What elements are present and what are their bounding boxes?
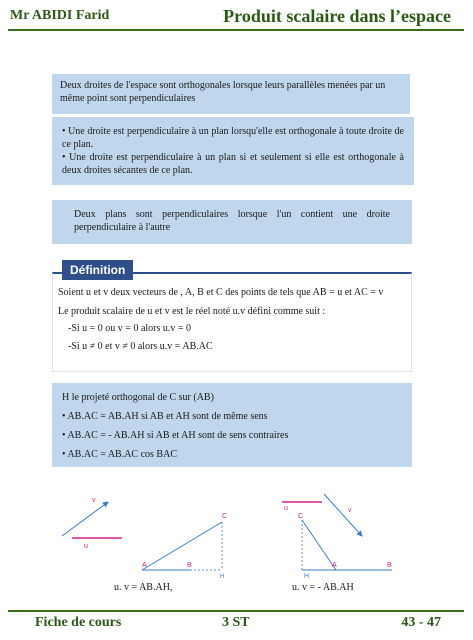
footer-class: 3 ST [222, 615, 250, 630]
footer-page-number: 43 - 47 [401, 615, 441, 630]
definition-line-1: Soient u et v deux vecteurs de , A, B et C des points de tels que AB = u et AC = v [58, 287, 384, 298]
label-h-right: H [304, 573, 310, 580]
definition-label: Définition [62, 260, 133, 280]
header-author: Mr ABIDI Farid [10, 8, 110, 23]
vector-v-right [324, 494, 362, 536]
label-a-left: A [142, 562, 147, 569]
figure-right [262, 488, 412, 584]
label-u-right: u [284, 505, 288, 512]
label-a-right: A [332, 562, 337, 569]
projection-box [52, 383, 412, 467]
header-divider [8, 29, 464, 31]
caption-right: u. v = - AB.AH [292, 582, 354, 593]
perpendicular-planes-text: Deux plans sont perpendiculaires lorsque l'un contient une droite perpendiculaire à l'autre [74, 209, 390, 233]
orthogonal-lines-text: Deux droites de l'espace sont orthogonales lorsque leurs parallèles menées par un même point sont perpendiculaires [60, 80, 386, 104]
orthogonal-lines-box [52, 74, 410, 114]
label-b-left: B [187, 562, 192, 569]
footer-doc-type: Fiche de cours [35, 615, 122, 630]
label-v-right: v [348, 507, 352, 514]
footer-divider [8, 610, 464, 612]
definition-line-3: -Si u = 0 ou v = 0 alors u.v = 0 [68, 323, 192, 334]
vector-v-left [62, 502, 108, 536]
label-c-right: C [298, 513, 304, 520]
line-plane-item-1: • Une droite est perpendiculaire à un plan lorsqu'elle est orthogonale à toute droite de ce plan. [62, 126, 404, 150]
header-title: Produit scalaire dans l’espace [223, 6, 451, 26]
label-h-left: H [220, 574, 225, 580]
line-plane-box [52, 117, 414, 185]
segment-ac-right [302, 520, 336, 570]
caption-left: u. v = AB.AH, [114, 582, 173, 593]
segment-ac-left [142, 522, 222, 570]
label-v-left: v [92, 497, 96, 504]
projection-item-3: • AB.AC = AB.AC cos BAC [62, 449, 177, 460]
line-plane-item-2: • Une droite est perpendiculaire à un plan si et seulement si elle est orthogonale à deux droites sécantes de ce plan. [62, 152, 404, 176]
perpendicular-planes-box [52, 200, 412, 244]
label-b-right: B [387, 562, 392, 569]
label-c-left: C [222, 513, 228, 520]
projection-item-1: • AB.AC = AB.AH si AB et AH sont de même sens [62, 411, 268, 422]
projection-item-2: • AB.AC = - AB.AH si AB et AH sont de sens contraires [62, 430, 289, 441]
label-u-left: u [84, 543, 88, 550]
definition-line-2: Le produit scalaire de u et v est le réel noté u.v défini comme suit : [58, 306, 326, 317]
figure-left [50, 488, 240, 584]
projection-intro: H le projeté orthogonal de C sur (AB) [62, 392, 214, 403]
definition-line-4: -Si u ≠ 0 et v ≠ 0 alors u.v = AB.AC [68, 341, 213, 352]
